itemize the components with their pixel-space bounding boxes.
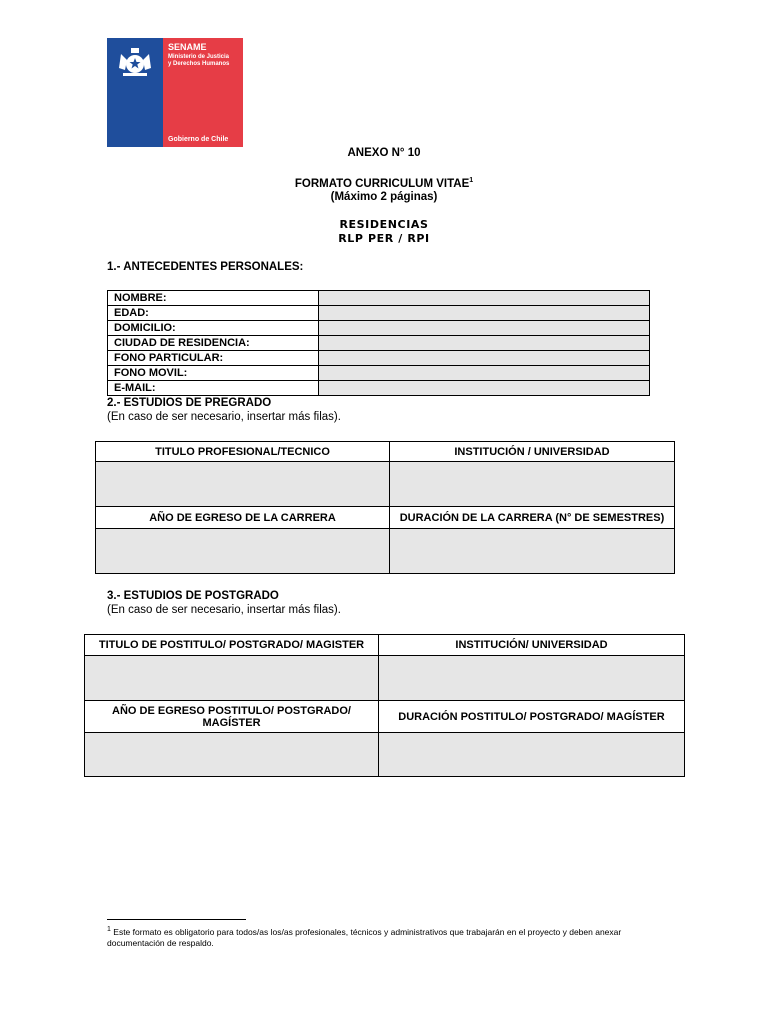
max-pages: (Máximo 2 páginas)	[330, 191, 438, 203]
personal-field-label: DOMICILIO:	[108, 321, 319, 336]
footnote	[107, 924, 667, 949]
postgrado-institution-cell[interactable]	[379, 656, 685, 701]
section3-title: 3.- ESTUDIOS DE POSTGRADO	[107, 590, 279, 602]
postgrado-header-institution: INSTITUCIÓN/ UNIVERSIDAD	[379, 635, 685, 656]
pregrado-header-institution: INSTITUCIÓN / UNIVERSIDAD	[390, 442, 675, 462]
coat-of-arms-icon	[113, 44, 157, 78]
pregrado-header-duration: DURACIÓN DE LA CARRERA (N° DE SEMESTRES)	[390, 507, 675, 529]
section3-note: (En caso de ser necesario, insertar más filas).	[107, 604, 341, 616]
personal-field-label: CIUDAD DE RESIDENCIA:	[108, 336, 319, 351]
postgrado-header-title: TITULO DE POSTITULO/ POSTGRADO/ MAGISTER	[85, 635, 379, 656]
personal-field-label: EDAD:	[108, 306, 319, 321]
personal-row	[108, 291, 650, 306]
formato-text: FORMATO CURRICULUM VITAE	[294, 177, 470, 190]
postgrado-year-cell[interactable]	[85, 733, 379, 777]
postgrado-duration-cell[interactable]	[379, 733, 685, 777]
section2-title: 2.- ESTUDIOS DE PREGRADO	[107, 397, 272, 409]
personal-field-value[interactable]	[319, 321, 650, 336]
logo-blue-panel	[107, 38, 163, 147]
logo-red-panel	[163, 38, 243, 147]
personal-row	[108, 336, 650, 351]
section1-title: 1.- ANTECEDENTES PERSONALES:	[107, 261, 304, 273]
personal-field-value[interactable]	[319, 381, 650, 396]
pregrado-table	[95, 441, 675, 574]
personal-field-label: E-MAIL:	[108, 381, 319, 396]
personal-table	[107, 290, 650, 396]
personal-field-label: FONO PARTICULAR:	[108, 351, 319, 366]
personal-field-value[interactable]	[319, 351, 650, 366]
pregrado-duration-cell[interactable]	[390, 529, 675, 574]
personal-row	[108, 321, 650, 336]
residencias-title: RESIDENCIAS	[339, 218, 429, 231]
pregrado-year-cell[interactable]	[96, 529, 390, 574]
personal-field-value[interactable]	[319, 291, 650, 306]
logo-gobierno: Gobierno de Chile	[168, 136, 229, 143]
personal-field-value[interactable]	[319, 306, 650, 321]
logo-ministry	[168, 54, 229, 68]
pregrado-institution-cell[interactable]	[390, 462, 675, 507]
personal-table-body	[108, 291, 650, 396]
personal-row	[108, 381, 650, 396]
formato-title	[0, 177, 768, 190]
anexo-title: ANEXO N° 10	[347, 147, 421, 159]
sename-logo	[107, 38, 243, 147]
postgrado-title-cell[interactable]	[85, 656, 379, 701]
logo-ministry-line2: y Derechos Humanos	[168, 61, 230, 67]
personal-field-value[interactable]	[319, 336, 650, 351]
rlp-title: RLP PER / RPI	[338, 232, 430, 245]
personal-row	[108, 351, 650, 366]
personal-field-label: FONO MOVIL:	[108, 366, 319, 381]
postgrado-header-duration: DURACIÓN POSTITULO/ POSTGRADO/ MAGÍSTER	[379, 701, 685, 733]
personal-row	[108, 366, 650, 381]
footnote-ref: 1	[469, 177, 474, 184]
pregrado-title-cell[interactable]	[96, 462, 390, 507]
personal-field-value[interactable]	[319, 366, 650, 381]
footnote-separator	[107, 919, 246, 920]
logo-name: SENAME	[168, 42, 207, 52]
footnote-number: 1	[107, 926, 111, 933]
pregrado-header-title: TITULO PROFESIONAL/TECNICO	[96, 442, 390, 462]
pregrado-header-year: AÑO DE EGRESO DE LA CARRERA	[96, 507, 390, 529]
logo-ministry-line1: Ministerio de Justicia	[168, 54, 230, 60]
personal-row	[108, 306, 650, 321]
postgrado-header-year: AÑO DE EGRESO POSTITULO/ POSTGRADO/ MAGÍSTER	[85, 701, 379, 733]
personal-field-label: NOMBRE:	[108, 291, 319, 306]
footnote-text: Este formato es obligatorio para todos/as los/as profesionales, técnicos y administrativos que trabajarán en el proyecto y deben anexar documentación de respaldo.	[107, 926, 622, 948]
section2-note: (En caso de ser necesario, insertar más filas).	[107, 411, 341, 423]
postgrado-table	[84, 634, 685, 777]
